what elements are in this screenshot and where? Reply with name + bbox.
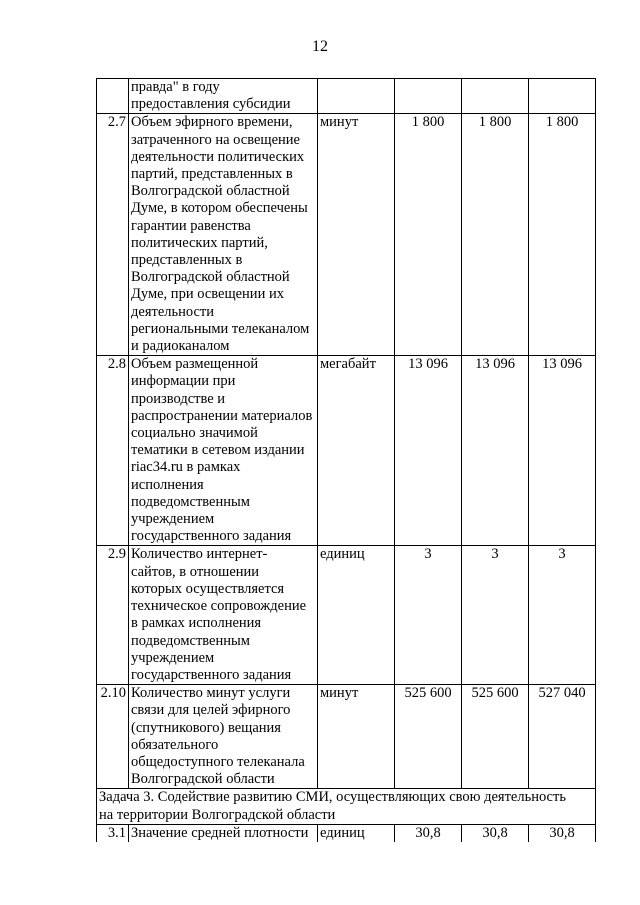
description-line: Волгоградской области	[131, 771, 275, 788]
indicator-value-3: 3	[529, 546, 596, 685]
description-line: Волгоградской областной	[131, 183, 290, 200]
description-line: политических партий,	[131, 234, 268, 251]
indicator-value-1: 13 096	[395, 356, 462, 546]
description-line: социально значимой	[131, 425, 258, 442]
description-line: Количество интернет-	[131, 546, 268, 563]
description-line: подведомственным	[131, 632, 250, 649]
indicator-description	[129, 79, 318, 114]
unit-of-measure: единиц	[318, 546, 395, 685]
task-heading-line: Задача 3. Содействие развитию СМИ, осуществляющих свою деятельность	[99, 789, 566, 806]
indicator-value-3: 30,8	[529, 824, 596, 842]
row-number: 2.9	[97, 546, 129, 685]
description-line: техническое сопровождение	[131, 598, 307, 615]
table-row	[97, 546, 596, 685]
indicator-description	[129, 685, 318, 789]
description-line: (спутникового) вещания	[131, 719, 281, 736]
indicators-table-body	[97, 79, 596, 842]
description-line: Значение средней плотности	[131, 824, 309, 841]
indicator-value-3: 1 800	[529, 114, 596, 356]
description-line: riac34.ru в рамках	[131, 459, 241, 476]
description-line: партий, представленных в	[131, 166, 293, 183]
description-line: производстве и	[131, 390, 226, 407]
description-line: Думе, в котором обеспечены	[131, 200, 308, 217]
indicator-value-2: 3	[462, 546, 529, 685]
row-number	[97, 79, 129, 114]
indicator-value-1: 3	[395, 546, 462, 685]
description-line: обязательного	[131, 736, 219, 753]
description-line: исполнения	[131, 476, 204, 493]
indicator-value-1	[395, 79, 462, 114]
description-line: предоставления субсидии	[131, 96, 291, 113]
indicator-value-2: 525 600	[462, 685, 529, 789]
table-row	[97, 356, 596, 546]
description-line: представленных в	[131, 252, 243, 269]
unit-of-measure: единиц	[318, 824, 395, 842]
description-line: государственного задания	[131, 528, 292, 545]
description-line: тематики в сетевом издании	[131, 442, 305, 459]
indicator-value-1: 30,8	[395, 824, 462, 842]
row-number: 2.10	[97, 685, 129, 789]
description-line: региональными телеканалом	[131, 320, 310, 337]
indicator-value-1: 1 800	[395, 114, 462, 356]
indicator-description	[129, 824, 318, 842]
description-line: информации при	[131, 373, 236, 390]
description-line: деятельности политических	[131, 148, 305, 165]
indicator-value-3: 527 040	[529, 685, 596, 789]
row-number: 3.1	[97, 824, 129, 842]
description-line: деятельности	[131, 303, 215, 320]
unit-of-measure	[318, 79, 395, 114]
description-line: государственного задания	[131, 666, 292, 683]
indicator-value-1: 525 600	[395, 685, 462, 789]
table-row	[97, 685, 596, 789]
table-row	[97, 114, 596, 356]
description-line: учреждением	[131, 649, 215, 666]
table-row	[97, 79, 596, 114]
unit-of-measure: минут	[318, 685, 395, 789]
unit-of-measure: мегабайт	[318, 356, 395, 546]
description-line: учреждением	[131, 511, 215, 528]
indicator-description	[129, 356, 318, 546]
description-line: Объем эфирного времени,	[131, 114, 293, 131]
description-line: связи для целей эфирного	[131, 702, 291, 719]
row-number: 2.8	[97, 356, 129, 546]
description-line: затраченного на освещение	[131, 131, 300, 148]
indicator-value-3	[529, 79, 596, 114]
row-number: 2.7	[97, 114, 129, 356]
description-line: и радиоканалом	[131, 338, 230, 355]
indicator-value-2	[462, 79, 529, 114]
description-line: сайтов, в отношении	[131, 563, 260, 580]
description-line: которых осуществляется	[131, 580, 285, 597]
indicators-table	[96, 78, 596, 842]
description-line: в рамках исполнения	[131, 615, 262, 632]
description-line: Количество минут услуги	[131, 685, 291, 702]
table-row	[97, 824, 596, 842]
indicator-description	[129, 114, 318, 356]
page-number: 12	[312, 38, 328, 55]
description-line: Волгоградской областной	[131, 269, 290, 286]
description-line: Думе, при освещении их	[131, 286, 284, 303]
task-heading-row	[97, 789, 596, 824]
description-line: гарантии равенства	[131, 217, 251, 234]
description-line: правда" в году	[131, 79, 220, 95]
description-line: подведомственным	[131, 493, 250, 510]
indicator-value-2: 30,8	[462, 824, 529, 842]
task-heading-line: на территории Волгоградской области	[99, 806, 336, 823]
task-heading	[97, 789, 596, 824]
description-line: распространении материалов	[131, 407, 313, 424]
unit-of-measure: минут	[318, 114, 395, 356]
indicator-value-3: 13 096	[529, 356, 596, 546]
indicator-value-2: 1 800	[462, 114, 529, 356]
description-line: Объем размещенной	[131, 356, 259, 373]
indicator-value-2: 13 096	[462, 356, 529, 546]
indicator-description	[129, 546, 318, 685]
description-line: общедоступного телеканала	[131, 753, 305, 770]
